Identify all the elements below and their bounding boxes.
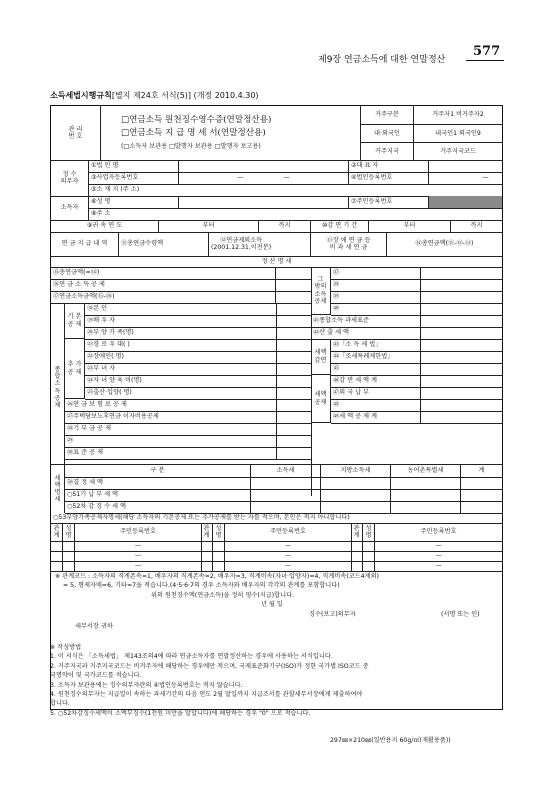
other-ded-39: ㊴ [331,291,421,303]
tax-credit-block [311,375,502,435]
resident-number-field[interactable] [429,196,502,208]
disabled-deduction: ㉒장애인( 명) [85,351,277,363]
nationality-value[interactable]: 내국인1 외국인9 [435,129,481,137]
tax-table-header-local-tax: 지방소득세 [321,465,391,477]
dep-rrn-2[interactable]: — [134,552,142,560]
payee-section [51,196,502,221]
form-titles [101,106,361,160]
note-heading: ※ 작성방법 [50,644,82,651]
determined-tax-rural[interactable] [391,477,461,489]
dep-rrn-3[interactable]: — [134,562,142,570]
business-reg-label: ③사업자등록번호 [89,172,179,184]
dependents-deduction: ⑳부 양 가 족(명) [85,327,277,339]
law-reference [50,90,259,101]
other-ded-37: ㊲ [331,267,421,279]
self-deduction: ⑱본 인 [85,303,277,315]
note-2: 2. 거주지국과 거주지국코드는 비거주자에 해당하는 경우에만 적으며, 국제표준화기구(ISO)가 정한 국가별 ISO코드 중 [50,662,369,670]
additional-deduction-label: 추 가 공 제 [65,339,85,399]
tax-base: ㊶종합소득 과세표준 [311,315,421,327]
form-title-receipt[interactable]: □연금소득 원천징수영수증(연말정산용) [121,114,272,125]
determined-tax: ㊿결 정 세 액 [65,477,251,489]
donation-deduction: ㉘기 부 금 공 제 [65,423,277,435]
address-label: ⑤소 재 지 (주 소) [91,186,140,194]
paper-spec: 297㎜×210㎜(일반용지 60g/㎡(재활용품)) [330,737,451,744]
nontaxable-pension[interactable]: ⑬장 애 연 금 등 비 과 세 연 금 [311,232,387,256]
tax-office-addressee: 세무서장 귀하 [75,622,113,630]
confirmation-block [51,571,502,646]
tax-detail-label: 세 액 명 세 [51,465,65,513]
dep-name-header-3: 성 명 [363,523,375,541]
prepaid-tax-income[interactable] [251,489,321,501]
law-title: 소득세법시행규칙 [50,91,112,100]
tax-detail-table [51,464,502,513]
blank-deduction-29: ㉙ [65,435,277,447]
tax-table-header-income-tax: 소득세 [251,465,321,477]
determined-tax-income[interactable] [251,477,321,489]
dep-relation-header-3: 관 계 [351,523,363,541]
chapter-title: 제9장 연금소득에 대한 연말정산 [318,55,446,65]
residency-label: 거주구분 [361,106,414,124]
pension-pay-detail [51,232,502,257]
issue-date[interactable]: 년 월 일 [261,601,283,609]
page-header [0,0,550,70]
dep-rrn-9[interactable]: — [435,562,442,570]
tax-table-header-total: 계 [478,467,485,475]
net-withheld-tax: ○52차 감 징 수 세 액 [65,501,251,513]
special-tax-act: ㊹「조세특례제한법」 [331,351,421,363]
note-1: 1. 이 서식은 「소득세법」 제143조의4에 따라 연금소득자를 연말정산하는 경우에 사용하는 서식입니다. [50,653,333,661]
determined-tax-local[interactable] [321,477,391,489]
country-value[interactable]: 거주지국코드 [440,148,476,156]
signature-field[interactable]: (서명 또는 인) [441,610,480,618]
basic-deduction-label: 기 본 공 제 [65,303,85,339]
other-deduction-label: 그 밖의 소득 공제 [311,267,331,315]
total-pension-amount[interactable]: ⑭총연금액(⑪-⑫-⑬) [415,240,474,248]
form-title-statement[interactable]: □연금소득 지 급 명 세 서(연말정산용) [121,128,266,139]
dep-rrn-6[interactable]: — [284,562,292,570]
year-to[interactable]: 까지 [259,220,311,232]
dep-rrn-8[interactable]: — [435,552,442,560]
dep-rrn-header-2: 주민등록번호 [270,528,306,536]
prepaid-tax-local[interactable] [321,489,391,501]
dep-relation-header: 관 계 [51,523,63,541]
tax-credit-label: 세액 공제 [311,375,331,423]
page-number: 577 [473,44,501,59]
exemption-to[interactable]: 까지 [470,222,483,230]
deduction-group-label: 종 합 소 득 공 제 [51,303,65,472]
dep-rrn-4[interactable]: — [284,542,292,550]
tax-table-header-category: 구 분 [65,465,251,477]
pay-detail-label: 연 금 지 급 내 역 [51,232,119,256]
spouse-deduction: ⑲배 우 자 [85,315,277,327]
representative-field[interactable] [429,160,502,172]
signer-label: 징수(보고)의무자 [309,610,356,618]
payee-name-field[interactable] [179,196,349,208]
tax-credit-48: ㊽ [331,399,421,411]
total-pension-eq: ⑮총연금액(=⑭) [51,267,276,279]
payee-address-label: ⑧주 소 [91,210,111,218]
mortgage-interest-deduction: ㉗주택담보노후연금 이자비용공제 [65,411,277,423]
tax-reduction-45: ㊺ [331,363,421,375]
withholding-receipt-form [50,105,503,710]
payee-label: 소득자 [51,196,89,220]
note-4b: 합니다. [50,700,70,708]
note-2b: 국명약어 및 국가코드를 적습니다. [50,672,142,680]
reduction-total: ㊻감 면 세 액 계 [331,375,421,387]
corp-name-field[interactable] [179,160,349,172]
note-4: 4. 원천징수의무자는 지급일이 속하는 과세기간의 다음 연도 2월 말일까지 지급조서를 관할세무서장에게 제출하여야 [50,691,363,699]
year-from[interactable]: 부터 [159,220,259,232]
dependents-title: ○53부양가족공제자명세(해당 소득자의 기본공제 또는 추가공제를 받는 자를 적으며, 본인은 적지 아니합니다) [53,513,350,521]
residency-value[interactable]: 거주자1 비거주자2 [432,111,484,119]
law-subtitle: [별지 제24호 서식(5)] (개정 2010.4.30) [111,91,259,100]
pension-excluded-income[interactable]: ⑫연금제외소득 (2001.12.31.이전분) [209,232,311,256]
calc-title: 정 산 명 세 [261,257,292,265]
tax-table-header-rural-tax: 농어촌특별세 [391,465,461,477]
attribution-year-label: ⑨귀 속 연 도 [51,220,159,232]
exemption-period-label: ⑩감 면 기 간 [311,220,369,232]
residency-block [361,106,502,160]
dependents-table [51,523,502,571]
dep-name-header-2: 성 명 [213,523,225,541]
note-3: 3. 소득자 보관용에는 징수의무자란의 ④법인등록번호는 적지 않습니다. [50,681,243,689]
tax-reduction-label: 세액 감면 [311,339,331,375]
prepaid-tax: ○51기 납 부 세 액 [65,489,251,501]
confirmation-text: 위의 원천징수액(연금소득)을 정히 영수(지급)합니다. [151,591,295,599]
representative-label: ②대 표 자 [349,160,429,172]
other-ded-38: ㊳ [331,279,421,291]
pension-insurance-deduction: ㉖연 금 보 험 료 공 제 [65,399,277,411]
elderly-deduction: ㉑경 로 우 대( ) [85,339,277,351]
relation-code-note: ※ 관계코드 : 소득자의 직계존속=1, 배우자의 직계존속=2, 배우자=3, 직계비속(자녀·입양자)=4, 직계비속(코드4제외) [55,573,379,580]
corp-reg-field[interactable]: — [482,174,489,182]
business-reg-field[interactable]: — — [179,172,349,184]
dep-rrn-5[interactable]: — [284,552,292,560]
total-pension-received[interactable]: ⑪총연금수령액 [119,232,209,256]
childcare-deduction: ㉔자 녀 양 육 비(명) [85,375,277,387]
standard-deduction: ㉚표 준 공 제 [65,447,277,459]
payer-label: 징 수 의무자 [51,160,89,196]
corp-name-label: ①법 인 명 [89,160,179,172]
birth-adoption-deduction: ㉕출산·입양( 명) [85,387,277,399]
exemption-from[interactable]: 부터 [369,220,451,232]
pension-income-amount: ⑰연금소득금액(⑮-⑯) [51,291,276,303]
note-5: 5. ○52차감징수세액이 소액부징수(1천원 미만을 말합니다)에 해당하는 경우 "0" 으로 적습니다. [50,709,311,717]
dep-name-header: 성 명 [63,523,75,541]
header-rule [466,60,504,61]
dep-rrn-header: 주민등록번호 [120,528,156,536]
tax-credit-total: ㊾세 액 공 제 계 [331,411,421,423]
payer-section [51,160,502,197]
prepaid-tax-rural[interactable] [391,489,461,501]
income-tax-act: ㊸「소 득 세 법」 [331,339,421,351]
nationality-label: 내·외국인 [361,125,414,143]
pension-income-deduction: ⑯연 금 소 득 공 제 [51,279,276,291]
calculated-tax: ㊷산 출 세 액 [311,327,421,339]
mgmt-number-label: 관 리 번 호 [51,106,101,160]
relation-code-note-2: = 5, 형제자매=6, 기타=7을 적습니다.(4·5·6·7의 경우 소득자와 배우자의 각각의 관계를 포함합니다) [63,582,340,590]
title-block [51,106,502,161]
dep-rrn-1[interactable]: — [134,542,142,550]
foreign-tax-paid: ㊼외 국 납 부 [331,387,421,399]
dep-relation-header-2: 관 계 [201,523,213,541]
resident-number-label: ⑦주민등록번호 [349,196,429,208]
woman-deduction: ㉓부 녀 자 [85,363,277,375]
dep-rrn-header-3: 주민등록번호 [420,528,457,536]
payee-name-label: ⑥성 명 [89,196,179,208]
dep-rrn-7[interactable]: — [435,542,442,550]
copy-type-options[interactable]: (□소득자 보관용 □발행자 보관용 □발행자 보고용) [121,143,261,151]
country-label: 거주지국 [361,143,414,160]
calc-left-column [51,267,312,496]
other-ded-40: ㊵ [331,303,421,315]
corp-reg-label: ④법인등록번호 [349,172,429,184]
instructions [50,643,505,718]
